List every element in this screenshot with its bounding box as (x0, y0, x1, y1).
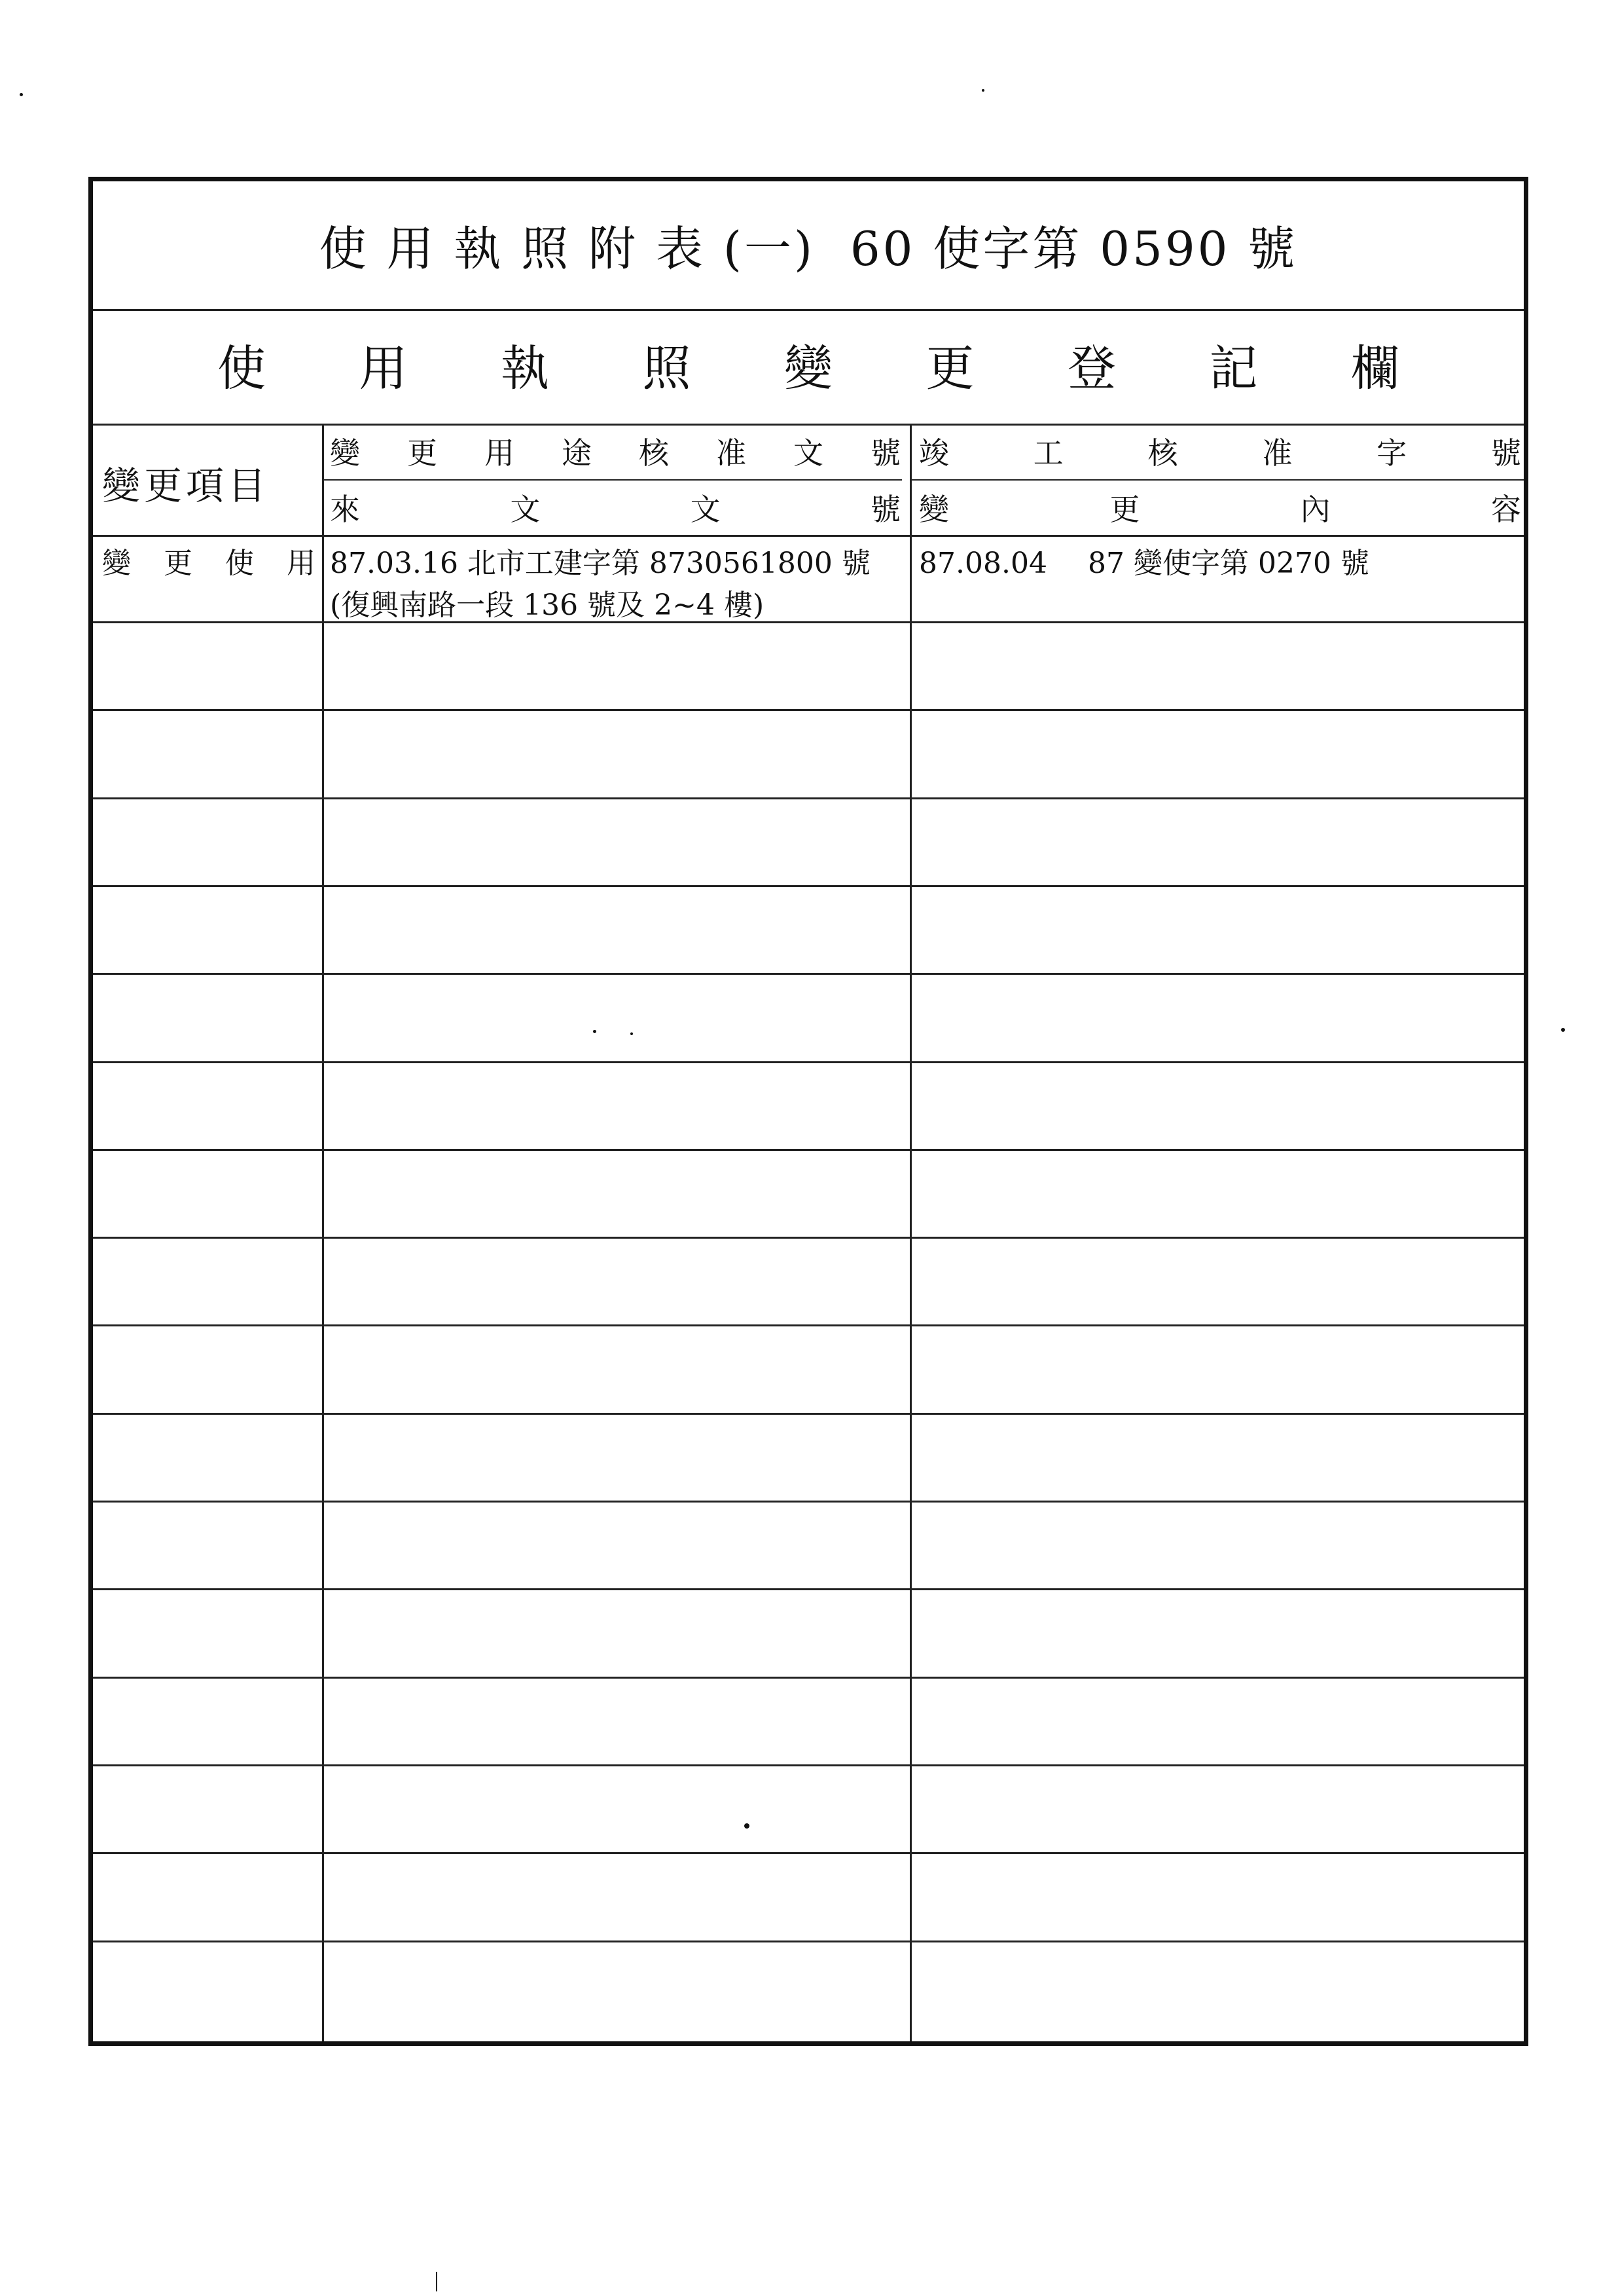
row-divider (93, 1941, 1524, 1942)
section-title-char: 變 (784, 340, 833, 397)
scan-speck (744, 1823, 749, 1829)
header-incoming-doc (330, 488, 901, 527)
row-divider (93, 885, 1524, 887)
table-row-item: 變 更 使 用 (102, 547, 327, 580)
scan-mark (436, 2272, 437, 2291)
header-char: 容 (1490, 492, 1521, 527)
header-char: 變 (919, 492, 949, 527)
header-char: 號 (871, 435, 901, 471)
divider (324, 479, 902, 481)
section-title-char: 登 (1068, 340, 1116, 397)
row-divider (93, 709, 1524, 711)
table-row-approval-address: (復興南路一段 136 號及 2~4 樓) (330, 589, 764, 622)
row-divider (93, 1588, 1524, 1590)
header-char: 途 (562, 435, 592, 471)
scan-speck (1561, 1028, 1565, 1032)
scan-speck (20, 93, 23, 96)
table-row-approval: 87.03.16 北市工建字第 8730561800 號 (330, 547, 871, 580)
table-row-completion-date: 87.08.04 (919, 547, 1047, 580)
row-divider (93, 621, 1524, 623)
header-char: 變 (330, 435, 360, 471)
row-divider (93, 1764, 1524, 1766)
divider (912, 479, 1524, 481)
row-divider (93, 1677, 1524, 1679)
section-title-char: 照 (642, 340, 691, 397)
header-char: 文 (510, 492, 541, 527)
row-divider (93, 797, 1524, 799)
header-char: 工 (1033, 435, 1064, 471)
header-char: 准 (1262, 435, 1293, 471)
row-divider (93, 1852, 1524, 1854)
section-title-char: 記 (1209, 340, 1258, 397)
header-char: 號 (1490, 435, 1521, 471)
row-divider (93, 1413, 1524, 1415)
row-divider (93, 1149, 1524, 1151)
header-char: 文 (690, 492, 721, 527)
header-char: 字 (1376, 435, 1407, 471)
header-approval-doc (330, 431, 901, 471)
header-char: 更 (407, 435, 437, 471)
column-divider (322, 424, 324, 2041)
section-title (217, 335, 1399, 397)
header-char: 核 (1147, 435, 1178, 471)
header-change-item: 變更項目 (102, 464, 270, 508)
document-title (93, 215, 1524, 274)
row-divider (93, 1061, 1524, 1063)
header-char: 來 (330, 492, 360, 527)
row-divider (93, 1324, 1524, 1326)
permit-table (88, 177, 1528, 2046)
header-completion-no (919, 431, 1521, 471)
scan-speck (630, 1032, 633, 1035)
row-divider (93, 973, 1524, 975)
divider (93, 424, 1524, 426)
header-char: 准 (716, 435, 746, 471)
divider (93, 535, 1524, 537)
section-title-char: 欄 (1351, 340, 1399, 397)
header-char: 核 (639, 435, 669, 471)
table-row-completion-no: 87 變使字第 0270 號 (1088, 547, 1369, 580)
section-title-char: 使 (217, 340, 266, 397)
row-divider (93, 1501, 1524, 1503)
divider (93, 309, 1524, 311)
section-title-char: 用 (359, 340, 408, 397)
header-char: 內 (1300, 492, 1331, 527)
scan-speck (982, 89, 984, 92)
header-change-content (919, 488, 1521, 527)
section-title-char: 更 (926, 340, 975, 397)
scan-speck (593, 1030, 596, 1033)
header-char: 號 (870, 492, 901, 527)
document-title-text: 使 用 執 照 附 表 (一) 60 使字第 0590 號 (319, 221, 1298, 276)
row-divider (93, 1237, 1524, 1239)
header-char: 竣 (919, 435, 949, 471)
column-divider (910, 424, 912, 2041)
header-char: 文 (793, 435, 823, 471)
section-title-char: 執 (501, 340, 549, 397)
header-char: 用 (484, 435, 514, 471)
header-char: 更 (1109, 492, 1140, 527)
